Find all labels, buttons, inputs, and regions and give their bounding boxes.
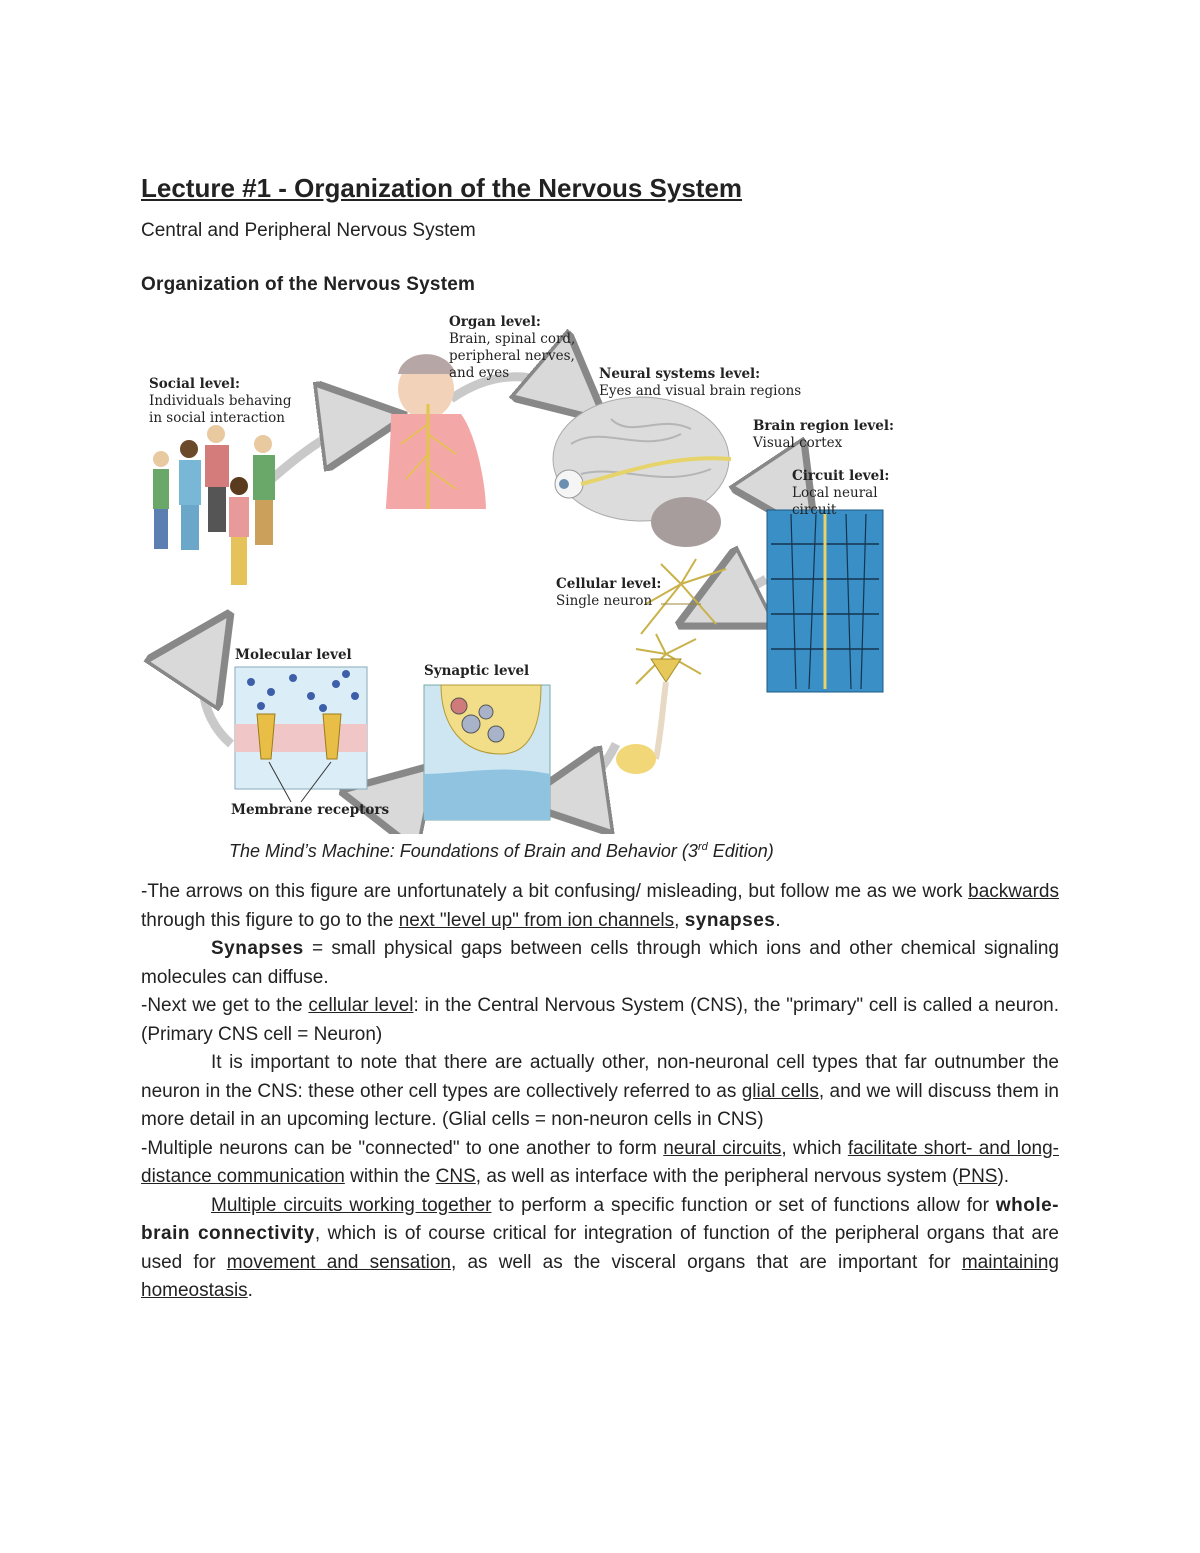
label-brain-region-title: Brain region level: <box>753 418 894 434</box>
label-circuit-title: Circuit level: <box>792 468 890 484</box>
p6-underline-multiple-circuits: Multiple circuits working together <box>211 1194 492 1216</box>
arrow-synapse-to-molecular <box>366 789 416 798</box>
section-heading: Organization of the Nervous System <box>141 274 476 295</box>
p1-text-2: through this figure to go to the <box>141 909 399 931</box>
label-membrane-receptors: Membrane receptors <box>231 802 390 818</box>
p6-text-1: to perform a specific function or set of functions allow for <box>491 1194 996 1216</box>
p1-underline-next-level: next "level up" from ion channels, <box>398 909 680 931</box>
p1-bold-synapses: synapses <box>684 909 776 931</box>
label-cellular-title: Cellular level: <box>556 576 662 592</box>
circuit-illustration <box>767 510 883 692</box>
figure-caption <box>229 834 1059 864</box>
label-molecular-title: Molecular level <box>235 647 352 663</box>
arrow-social-to-organ <box>266 419 381 484</box>
p5-underline-pns: PNS <box>958 1166 998 1187</box>
p1-text-1: -The arrows on this figure are unfortunately a bit confusing/ misleading, but follow me as we work <box>141 881 969 902</box>
synaptic-illustration <box>424 685 550 820</box>
label-synaptic-title: Synaptic level <box>424 663 530 679</box>
brain-illustration <box>553 397 731 547</box>
p5-text-5: ). <box>997 1166 1010 1187</box>
p3-text-1: -Next we get to the <box>141 995 309 1016</box>
label-social-title: Social level: <box>149 376 240 392</box>
paragraph-4 <box>141 1049 1059 1135</box>
body-text <box>141 878 1059 1306</box>
p4-text-2: , and we will discuss them in more detail in an upcoming lecture. (Glial cells = non-neuron cells in CNS) <box>141 1080 1059 1130</box>
caption-main: The Mind’s Machine: Foundations of Brain and Behavior (3 <box>229 841 698 861</box>
page-title: Lecture #1 - Organization of the Nervous System <box>141 173 743 203</box>
label-neural-line1: Eyes and visual brain regions <box>599 383 802 399</box>
p5-underline-facilitate: facilitate short- and long-distance communication <box>141 1137 1059 1187</box>
figure-illustration <box>141 304 901 834</box>
label-circuit-line2: circuit <box>792 502 837 518</box>
label-organ-line3: and eyes <box>449 365 510 381</box>
p6-text-2: , which is of course critical for integration of function of the peripheral organs that are used for <box>141 1223 1059 1273</box>
p2-text-1: = small physical gaps between cells through which ions and other chemical signaling molecules can diffuse. <box>141 938 1059 988</box>
p4-text-1: It is important to note that there are actually other, non-neuronal cell types that far outnumber the neuron in the CNS: these other cell types are collectively referred to as <box>141 1052 1059 1102</box>
label-neural-title: Neural systems level: <box>599 366 761 382</box>
page-subtitle: Central and Peripheral Nervous System <box>141 220 476 241</box>
p2-bold-synapses: Synapses <box>211 938 304 959</box>
arrow-circuit-to-cell <box>701 579 766 614</box>
p1-text-4: . <box>775 909 781 931</box>
p5-text-3: within the <box>344 1166 436 1187</box>
caption-end: Edition) <box>707 841 774 861</box>
paragraph-2 <box>141 935 1059 992</box>
paragraph-1 <box>141 878 1059 935</box>
p5-underline-cns: CNS <box>435 1166 476 1187</box>
label-social-line2: in social interaction <box>149 410 285 426</box>
p1-underline-backwards: backwards <box>968 881 1059 902</box>
molecular-illustration <box>235 667 367 802</box>
paragraph-6 <box>141 1192 1059 1306</box>
social-group-illustration <box>153 425 275 585</box>
label-cellular-line1: Single neuron <box>556 593 653 609</box>
p6-text-3: , as well as the visceral organs that are important for <box>450 1251 962 1273</box>
p3-underline-cellular-level: cellular level <box>308 995 414 1016</box>
paragraph-5 <box>141 1135 1059 1192</box>
p5-text-2: , which <box>781 1137 848 1159</box>
document-page <box>141 168 1059 1306</box>
p6-underline-homeostasis: maintaining homeostasis <box>141 1251 1059 1301</box>
p3-text-2: : in the Central Nervous System (CNS), the "primary" cell is called a neuron. (Primary CNS cell = Neuron) <box>141 995 1059 1045</box>
arrow-cell-to-synapse <box>546 744 616 799</box>
p5-text-4: , as well as interface with the peripheral nervous system ( <box>475 1166 959 1187</box>
caption-superscript: rd <box>697 841 708 853</box>
nervous-system-levels-figure <box>141 304 901 834</box>
paragraph-3 <box>141 992 1059 1049</box>
label-brain-region-line1: Visual cortex <box>753 435 843 451</box>
p5-text-1: -Multiple neurons can be "connected" to one another to form <box>141 1137 664 1159</box>
arrow-molecular-to-social <box>202 634 231 744</box>
p4-underline-glial-cells: glial cells <box>741 1080 819 1102</box>
label-organ-title: Organ level: <box>449 314 541 330</box>
label-organ-line1: Brain, spinal cord, <box>449 331 576 347</box>
p6-text-4: . <box>247 1280 253 1301</box>
label-circuit-line1: Local neural <box>792 485 878 501</box>
p6-underline-movement: movement and sensation <box>226 1251 451 1273</box>
label-social-line1: Individuals behaving <box>149 393 292 409</box>
p6-bold-whole-brain: whole-brain connectivity <box>141 1194 1059 1244</box>
p5-underline-neural-circuits: neural circuits <box>663 1137 782 1159</box>
label-organ-line2: peripheral nerves, <box>449 348 575 364</box>
